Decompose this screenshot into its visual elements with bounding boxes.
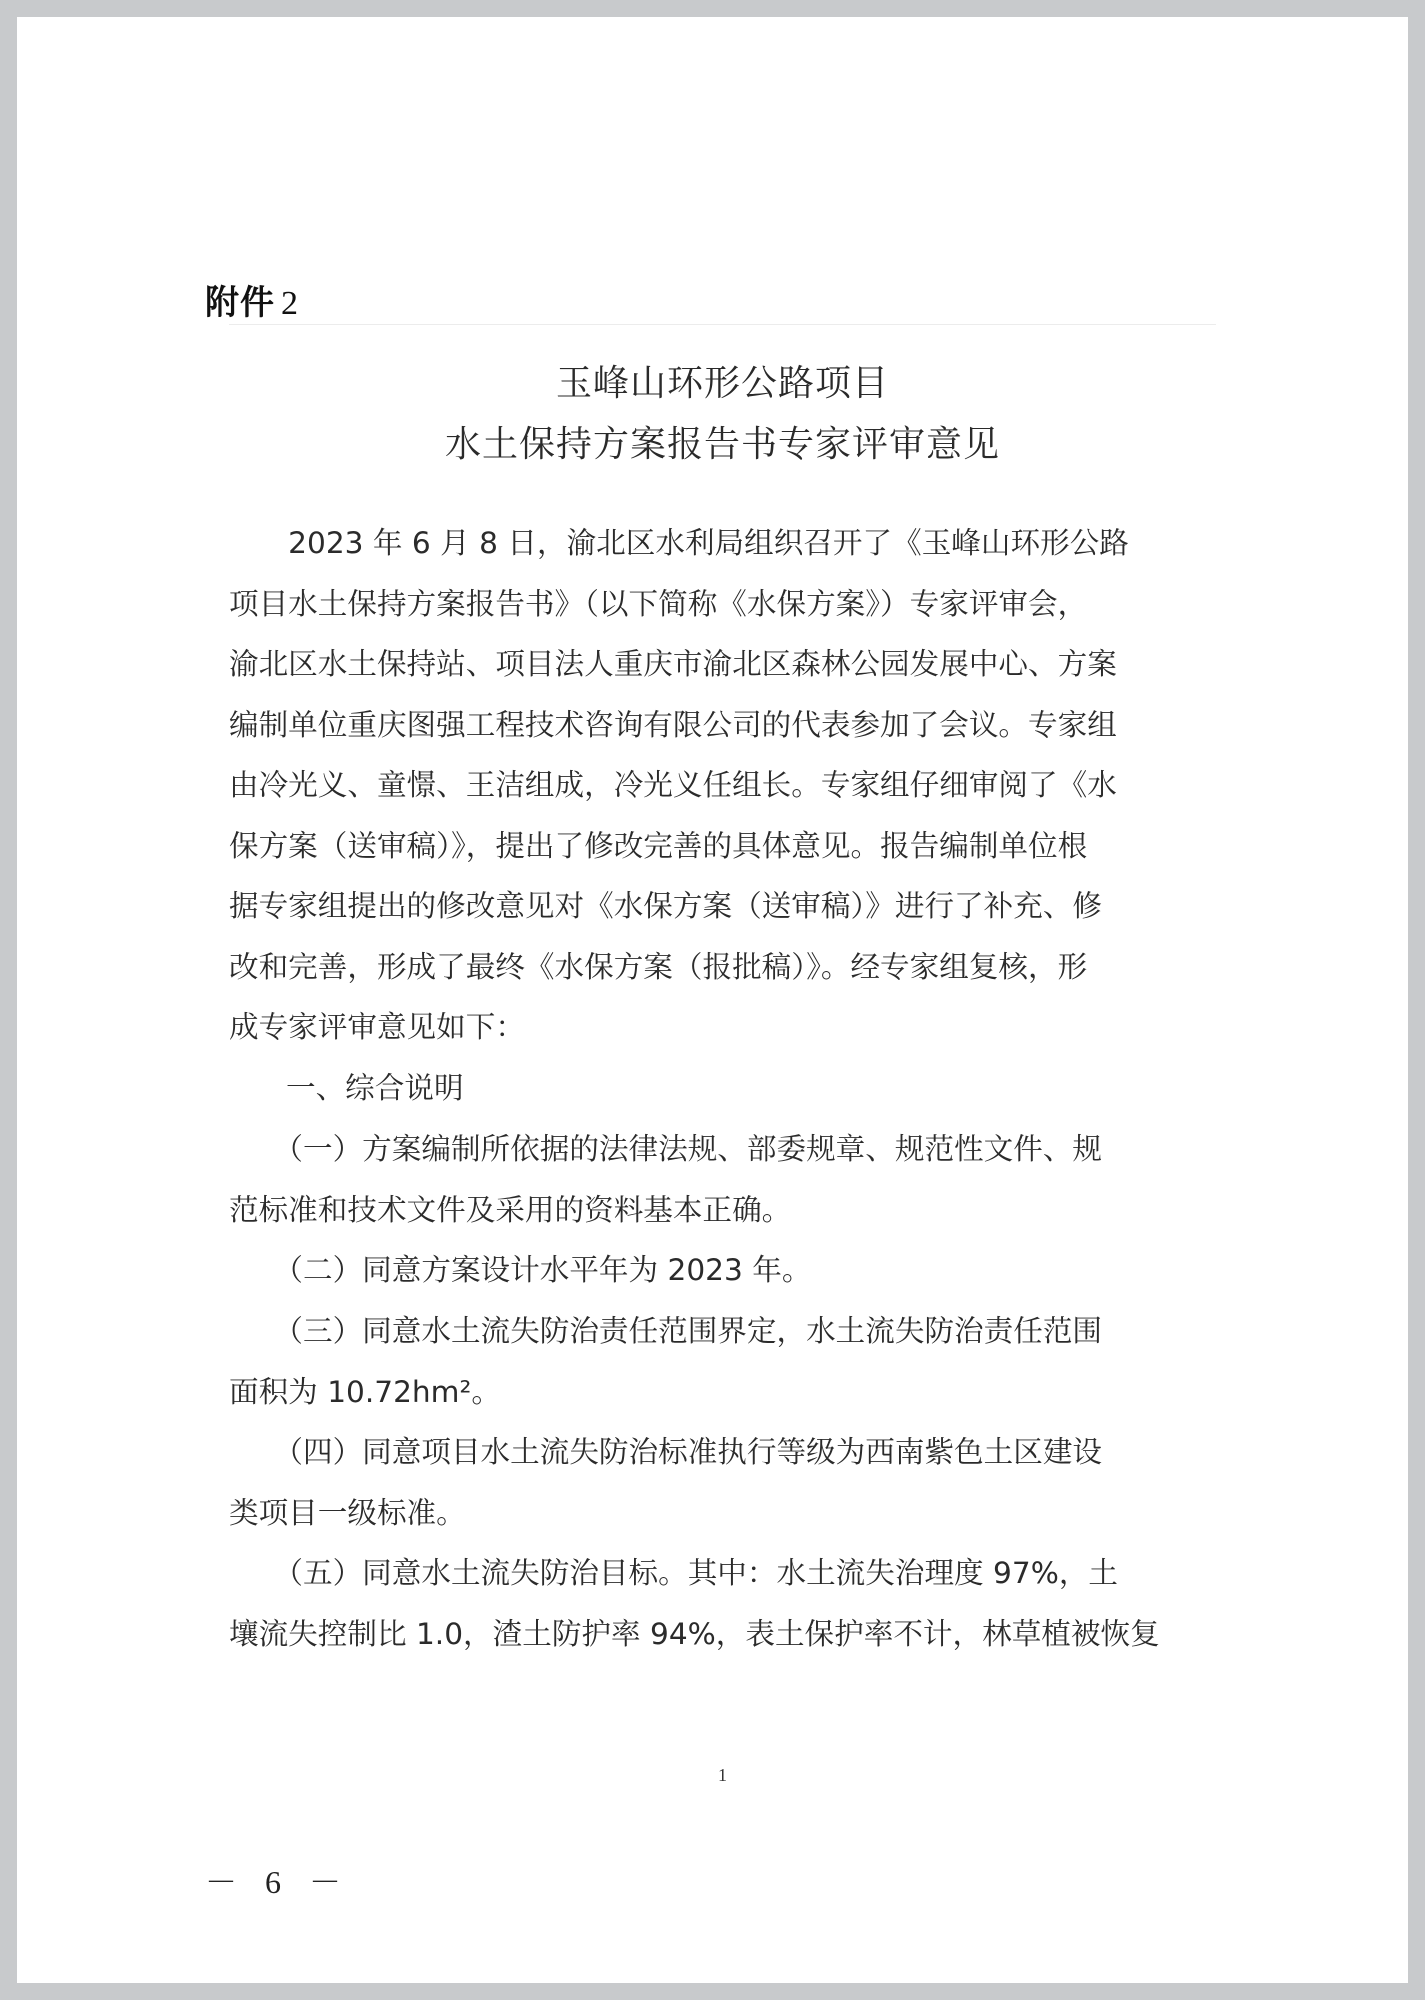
- intro-line: 由冷光义、童憬、王洁组成，冷光义任组长。专家组仔细审阅了《水: [229, 768, 1117, 802]
- item-line: 范标准和技术文件及采用的资料基本正确。: [229, 1192, 792, 1227]
- intro-line: 成专家评审意见如下：: [229, 1010, 525, 1044]
- item-1-paragraph: [229, 1119, 1216, 1240]
- intro-line: 项目水土保持方案报告书》（以下简称《水保方案》）专家评审会，: [229, 586, 1088, 621]
- intro-paragraph: [229, 513, 1216, 1058]
- attachment-text: 附件: [205, 283, 275, 323]
- scan-page-number: 1: [718, 1765, 727, 1785]
- document-title-line1: 玉峰山环形公路项目: [555, 363, 889, 404]
- document-page: [17, 17, 1408, 1983]
- item-line: 面积为 10.72hm²。: [229, 1374, 501, 1409]
- item-line: （五）同意水土流失防治目标。其中：水土流失治理度 97%，土: [229, 1556, 1119, 1590]
- item-line: （二）同意方案设计水平年为 2023 年。: [229, 1253, 812, 1287]
- intro-line: 改和完善，形成了最终《水保方案（报批稿）》。经专家组复核，形: [229, 949, 1088, 984]
- item-line: （四）同意项目水土流失防治标准执行等级为西南紫色土区建设: [229, 1435, 1103, 1469]
- item-5-paragraph: [229, 1543, 1216, 1664]
- item-line: （三）同意水土流失防治责任范围界定，水土流失防治责任范围: [229, 1314, 1103, 1348]
- item-4-paragraph: [229, 1422, 1216, 1543]
- intro-line: 编制单位重庆图强工程技术咨询有限公司的代表参加了会议。专家组: [229, 707, 1117, 742]
- page-number: － 6 －: [205, 1864, 352, 1900]
- attachment-label: [205, 275, 299, 324]
- scanned-document: [229, 324, 1216, 1795]
- section-heading: 一、综合说明: [286, 1071, 464, 1105]
- intro-line: 2023 年 6 月 8 日，渝北区水利局组织召开了《玉峰山环形公路: [229, 526, 1129, 560]
- attachment-number: 2: [281, 285, 299, 322]
- item-line: 壤流失控制比 1.0，渣土防护率 94%，表土保护率不计，林草植被恢复: [229, 1616, 1160, 1651]
- item-3-paragraph: [229, 1301, 1216, 1422]
- intro-line: 保方案（送审稿）》，提出了修改完善的具体意见。报告编制单位根: [229, 828, 1088, 863]
- item-line: 类项目一级标准。: [229, 1495, 466, 1530]
- intro-line: 渝北区水土保持站、项目法人重庆市渝北区森林公园发展中心、方案: [229, 647, 1117, 681]
- item-2-paragraph: [229, 1240, 1216, 1301]
- document-title-line2: 水土保持方案报告书专家评审意见: [444, 424, 1000, 465]
- intro-line: 据专家组提出的修改意见对《水保方案（送审稿）》进行了补充、修: [229, 889, 1103, 923]
- item-line: （一）方案编制所依据的法律法规、部委规章、规范性文件、规: [229, 1132, 1103, 1166]
